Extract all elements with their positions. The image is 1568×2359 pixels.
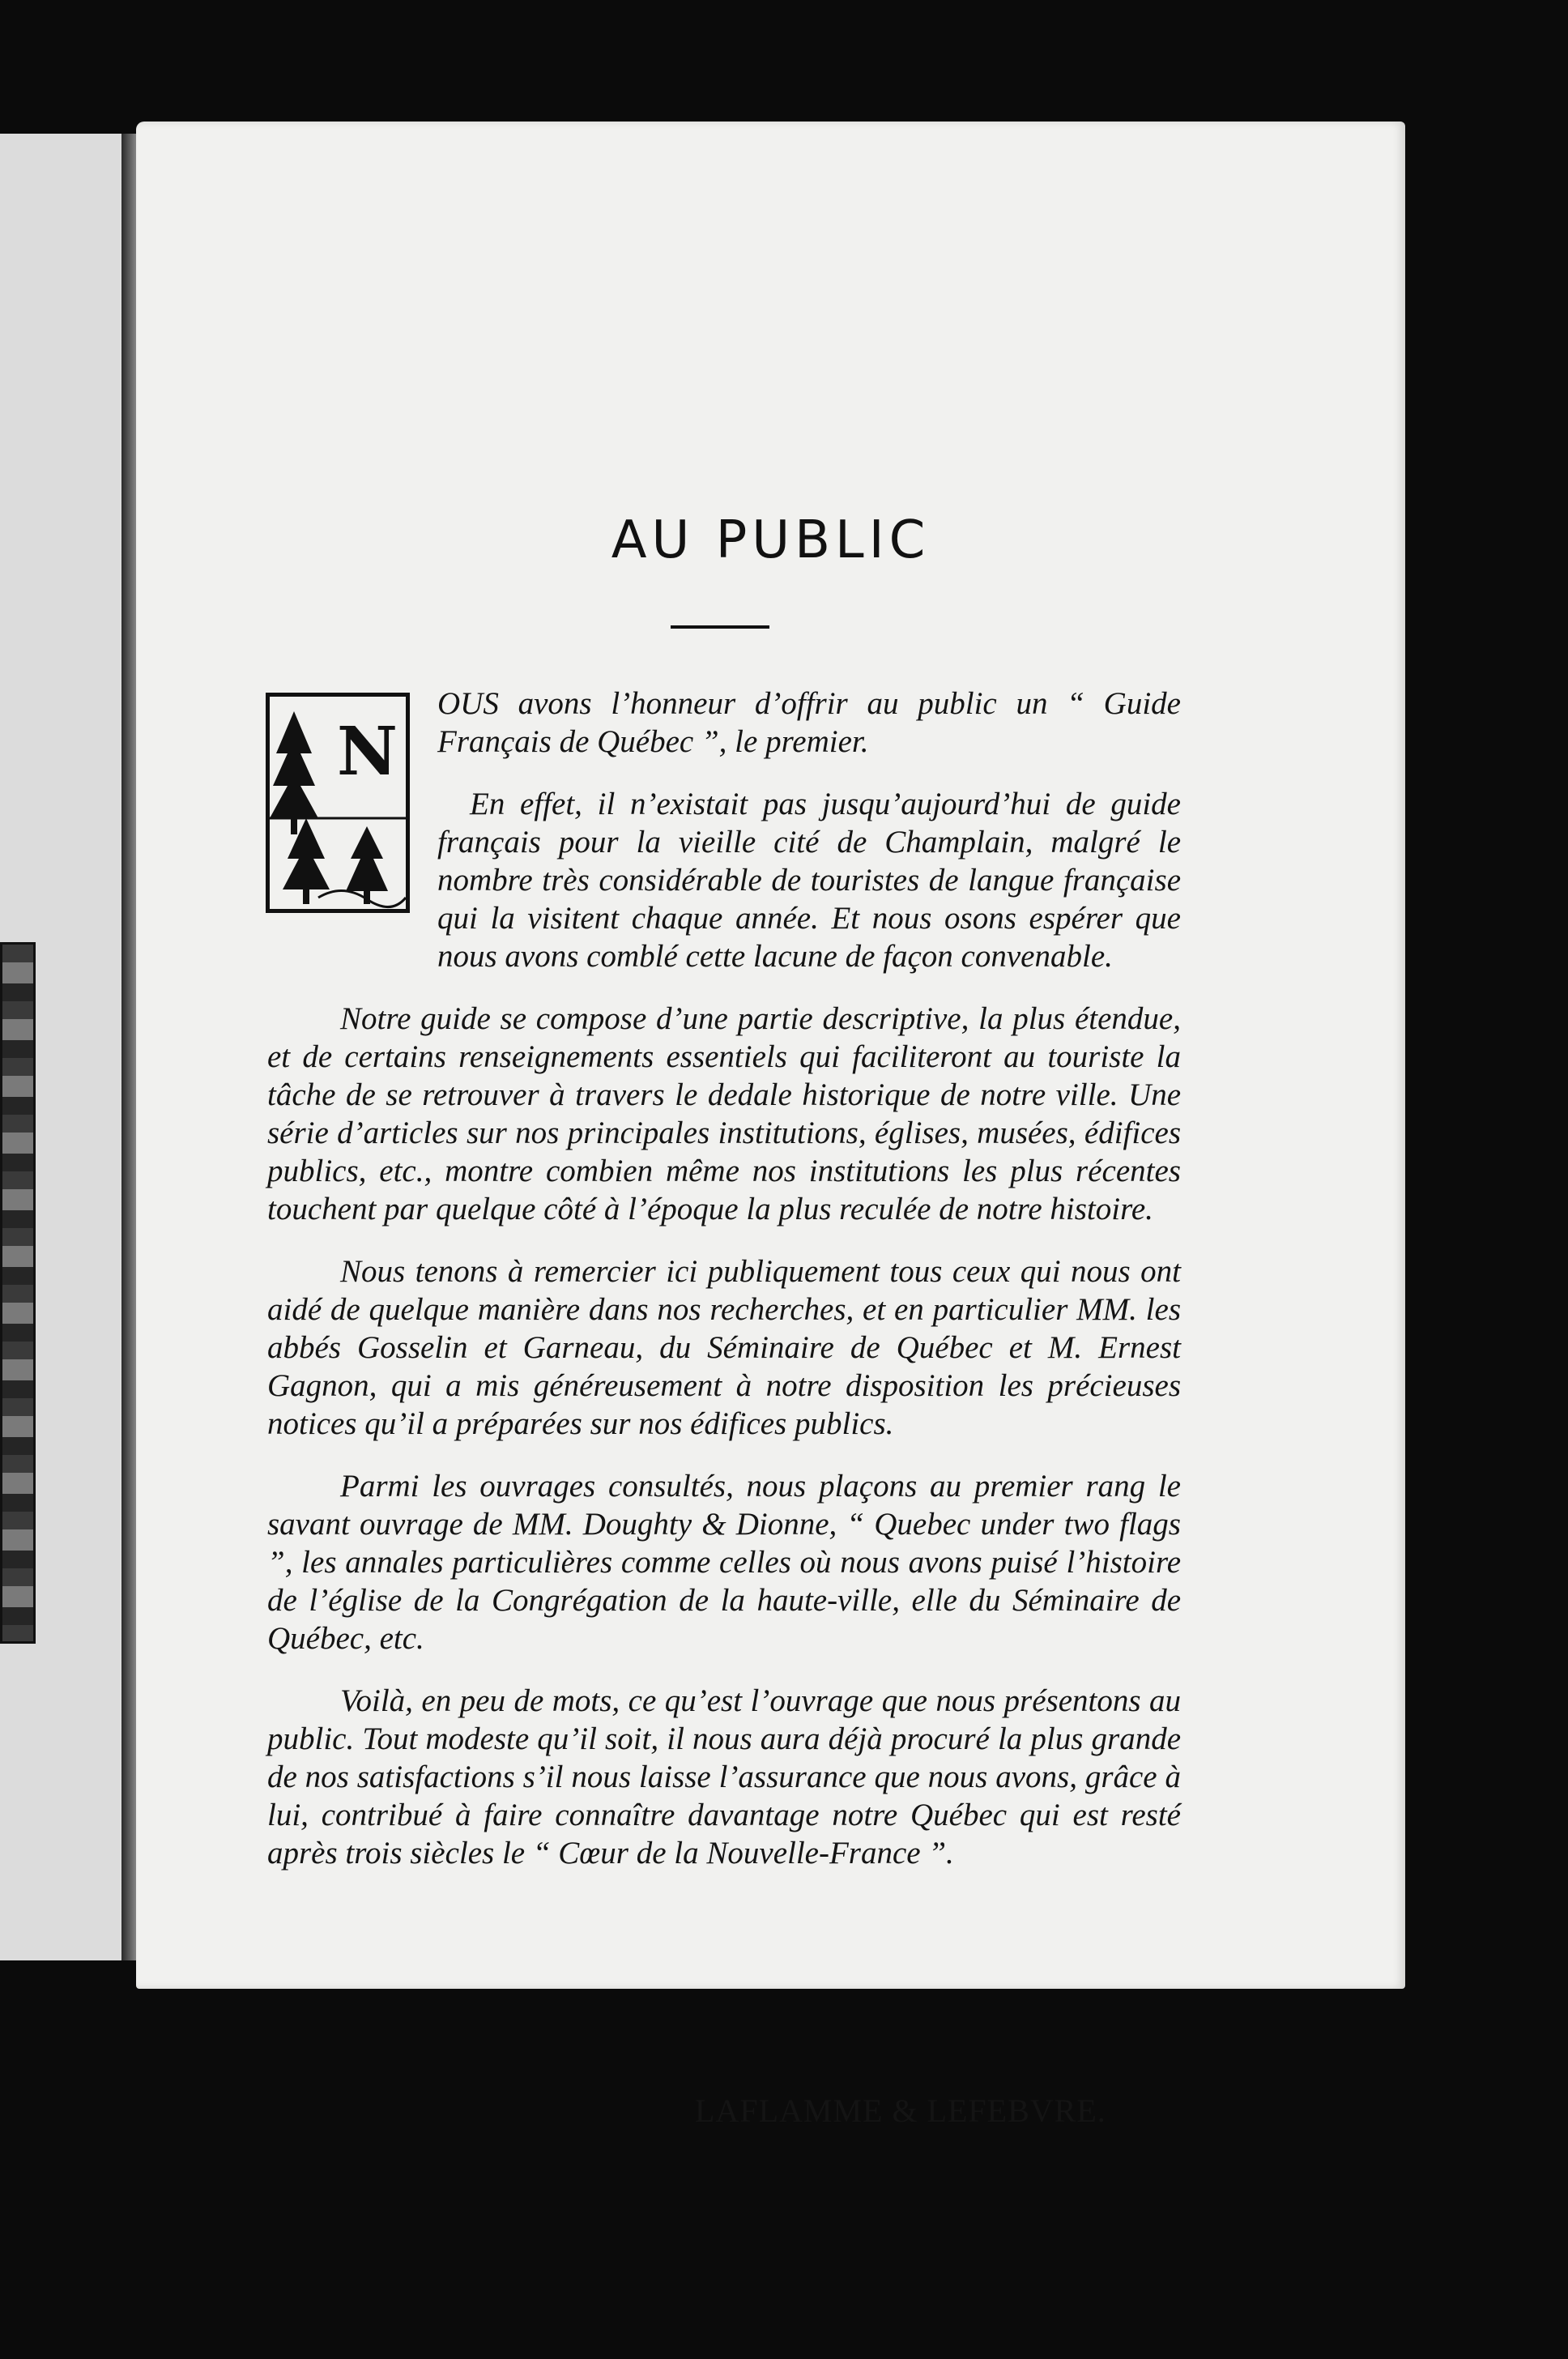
body-text: [267, 685, 1181, 1896]
page: [136, 122, 1405, 2129]
paragraph: Notre guide se compose d’une partie descriptive, la plus étendue, et de certains renseignements essentiels qui faciliteront au touriste la tâche de se retrouver à travers le dedale historique de notre ville. Une série d’articles sur nos principales institutions, églises, musées, édifices publics, etc., montre combien même nos institutions les plus récentes touchent par quelque côté à l’époque la plus reculée de notre histoire.: [267, 1001, 1181, 1226]
title-rule: [671, 625, 769, 629]
signature: LAFLAMME & LEFEBVRE.: [695, 2092, 1106, 2129]
facing-page: [0, 134, 125, 1960]
paragraph: Nous tenons à remercier ici publiquement tous ceux qui nous ont aidé de quelque manière dans nos recherches, et en particulier MM. les abbés Gosselin et Garneau, du Séminaire de Québec et M. Ernest Gagnon, qui a mis généreusement à notre disposition les précieuses notices qu’il a préparées sur nos édifices publics.: [267, 1254, 1181, 1441]
paragraph: En effet, il n’existait pas jusqu’aujourd’hui de guide français pour la vieille cité de Champlain, malgré le nombre très considérable de touristes de langue française qui la visitent chaque année. Et nous osons espérer que nous avons comblé cette lacune de façon convenable.: [437, 787, 1181, 974]
facing-page-photo: [0, 942, 36, 1644]
paragraph: Parmi les ouvrages consultés, nous plaçons au premier rang le savant ouvrage de MM. Doughty & Dionne, “ Quebec under two flags ”, les annales particulières comme celles où nous avons puisé l’histoire de l’église de la Congrégation de la haute-ville, elle du Séminaire de Québec, etc.: [267, 1469, 1181, 1656]
paragraph: Voilà, en peu de mots, ce qu’est l’ouvrage que nous présentons au public. Tout modeste qu’il soit, il nous aura déjà procuré la plus grande de nos satisfactions s’il nous laisse l’assurance que nous avons, grâce à lui, contribué à faire connaître davantage notre Québec qui est resté après trois siècles le “ Cœur de la Nouvelle-France ”.: [267, 1683, 1181, 1871]
paragraph: OUS avons l’honneur d’offrir au public un “ Guide Français de Québec ”, le premier.: [437, 686, 1181, 759]
dropcap-letter: N: [337, 713, 398, 791]
page-title: AU PUBLIC: [611, 510, 931, 570]
